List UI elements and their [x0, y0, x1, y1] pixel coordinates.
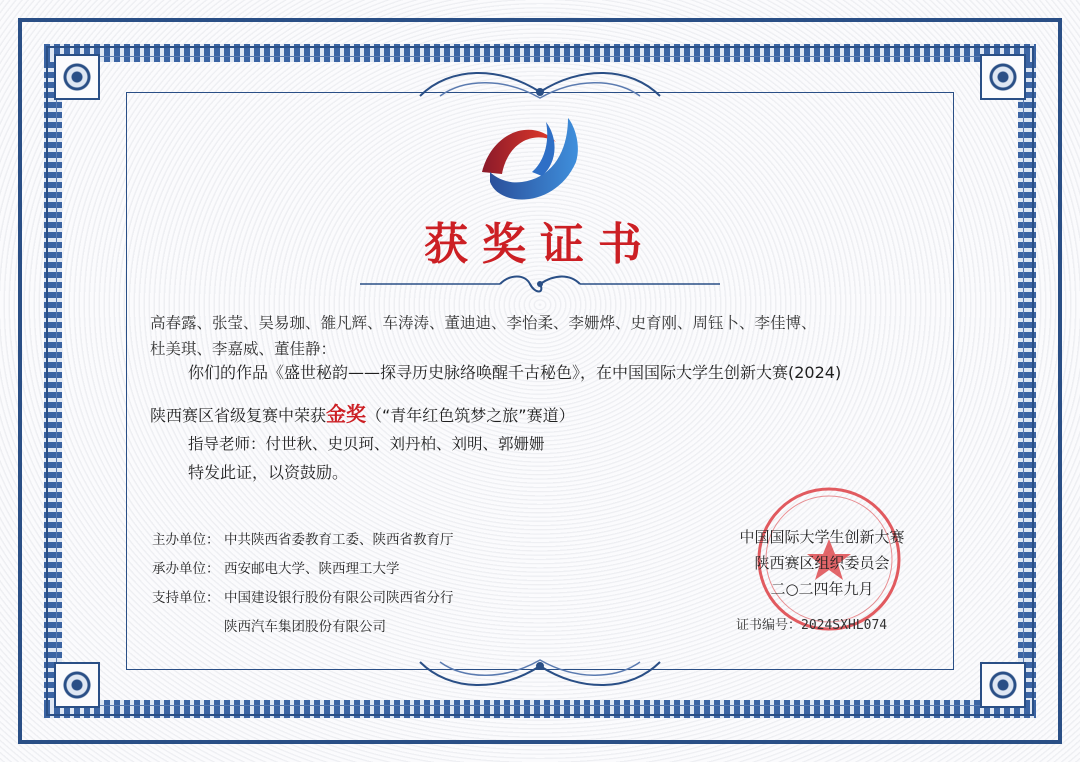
- recipient-names-line1: 高春露、张莹、吴易珈、雒凡辉、车涛涛、董迪迪、李怡柔、李姗烨、史育刚、周钰卜、李佳博、: [150, 314, 817, 332]
- host-label: 主办单位：: [152, 532, 220, 548]
- undertaker-value: 西安邮电大学、陕西理工大学: [224, 561, 400, 577]
- corner-ornament-bottom-right: [980, 662, 1026, 708]
- support-value-1: 中国建设银行股份有限公司陕西省分行: [224, 590, 454, 606]
- body-text-line2-post: （“青年红色筑梦之旅”赛道）: [366, 406, 575, 425]
- recipient-names-line2: 杜美琪、李嘉威、董佳静：: [150, 340, 337, 358]
- body-text-line2: [150, 398, 575, 427]
- corner-ornament-top-right: [980, 54, 1026, 100]
- certificate-number: 证书编号：2024SXHL074: [736, 618, 888, 633]
- issuer-line2: 陕西赛区组织委员会: [754, 554, 890, 572]
- award-level: 金奖: [326, 402, 367, 426]
- support-label: 支持单位：: [152, 590, 220, 606]
- advisors: 指导老师：付世秋、史贝珂、刘丹柏、刘明、郭姗姗: [188, 435, 545, 453]
- corner-ornament-bottom-left: [54, 662, 100, 708]
- support-row: [152, 584, 454, 613]
- ornament-scroll-icon: [410, 66, 670, 106]
- body-text-line1: 你们的作品《盛世秘韵——探寻历史脉络唤醒千古秘色》，在中国国际大学生创新大赛(2024): [188, 363, 842, 382]
- corner-ornament-top-left: [54, 54, 100, 100]
- body-text-line2-pre: 陕西赛区省级复赛中荣获: [150, 406, 327, 425]
- recipient-names: [150, 310, 950, 362]
- title-divider-ornament: [360, 272, 720, 296]
- undertaker-label: 承办单位：: [152, 561, 220, 577]
- competition-logo-icon: [472, 112, 592, 208]
- support-value-2: 陕西汽车集团股份有限公司: [224, 619, 386, 635]
- host-value: 中共陕西省委教育工委、陕西省教育厅: [224, 532, 454, 548]
- issue-date: 二○二四年九月: [770, 580, 874, 598]
- ornament-scroll-icon-bottom: [410, 652, 670, 692]
- undertaker-row: [152, 555, 454, 584]
- issuer-block: [712, 524, 932, 602]
- certificate-title: 获奖证书: [424, 219, 656, 270]
- organizers-block: [152, 526, 454, 642]
- support-row-2: [152, 613, 454, 642]
- closing-text: 特发此证，以资鼓励。: [188, 463, 349, 482]
- issuer-line1: 中国国际大学生创新大赛: [739, 528, 905, 546]
- host-row: [152, 526, 454, 555]
